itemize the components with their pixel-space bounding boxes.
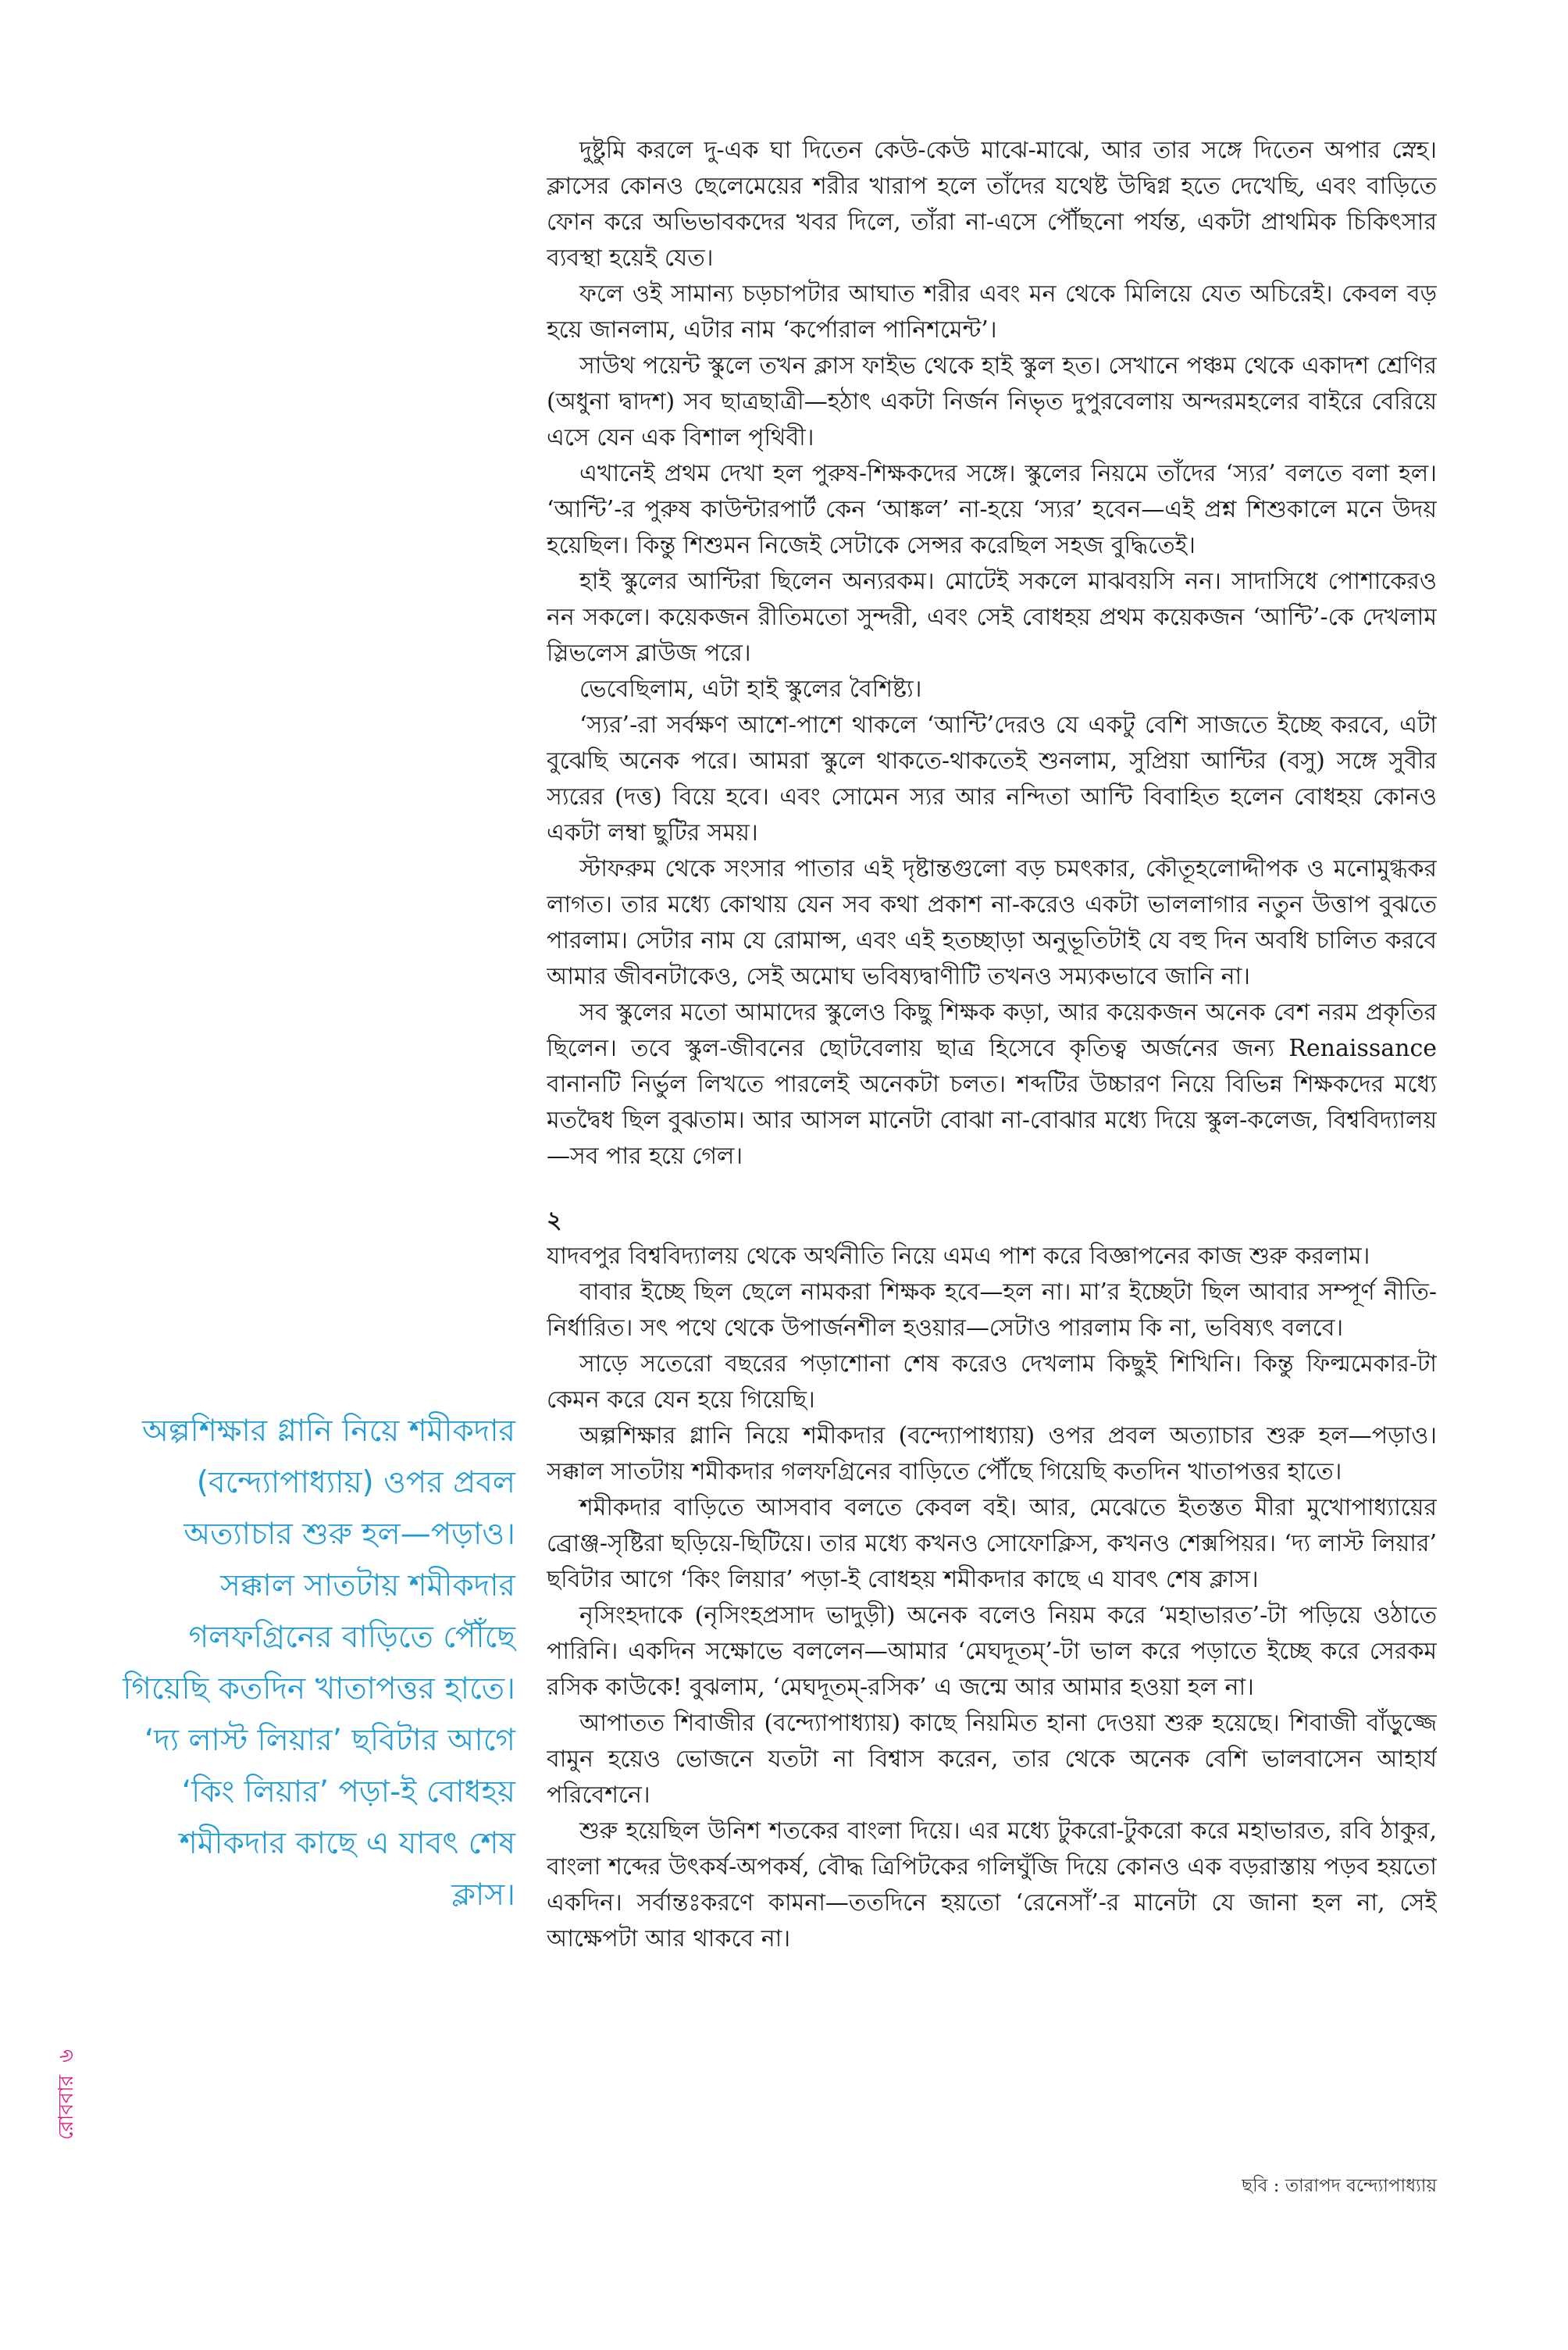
article-paragraph: এখানেই প্রথম দেখা হল পুরুষ-শিক্ষকদের সঙ্গে। স্কুলের নিয়মে তাঁদের ‘স্যর’ বলতে বলা হল। ‘আন্টি’-র পুরুষ কাউন্টারপার্ট কেন ‘আঙ্কল’ না-হয়ে ‘স্যর’ হবেন—এই প্রশ্ন শিশুকালে মনে উদয় হয়েছিল। কিন্তু শিশুমন নিজেই সেটাকে সেন্সর করেছিল সহজ বুদ্ধিতেই। [547,460,1437,559]
article-paragraph: বাবার ইচ্ছে ছিল ছেলে নামকরা শিক্ষক হবে—হল না। মা’র ইচ্ছেটা ছিল আবার সম্পূর্ণ নীতি-নির্ধারিত। সৎ পথে থেকে উপার্জনশীল হওয়ার—সেটাও পারলাম কি না, ভবিষ্যৎ বলবে। [547,1278,1437,1342]
article-paragraph: হাই স্কুলের আন্টিরা ছিলেন অন্যরকম। মোটেই সকলে মাঝবয়সি নন। সাদাসিধে পোশাকেরও নন সকলে। কয়েকজন রীতিমতো সুন্দরী, এবং সেই বোধহয় প্রথম কয়েকজন ‘আন্টি’-কে দেখলাম স্লিভলেস ব্লাউজ পরে। [547,568,1437,667]
photo-credit: ছবি : তারাপদ বন্দ্যোপাধ্যায় [1242,2176,1437,2196]
article-paragraph: ভেবেছিলাম, এটা হাই স্কুলের বৈশিষ্ট্য। [579,676,922,703]
article-paragraph: যাদবপুর বিশ্ববিদ্যালয় থেকে অর্থনীতি নিয়ে এমএ পাশ করে বিজ্ঞাপনের কাজ শুরু করলাম। [547,1243,1370,1270]
page-number: ৬ [55,2049,78,2063]
article-paragraph: নৃসিংহদাকে (নৃসিংহপ্রসাদ ভাদুড়ী) অনেক বলেও নিয়ম করে ‘মহাভারত’-টা পড়িয়ে ওঠাতে পারিনি। একদিন সক্ষোভে বললেন—আমার ‘মেঘদূতম্’-টা ভাল করে পড়াতে ইচ্ছে করে সেরকম রসিক কাউকে! বুঝলাম, ‘মেঘদূতম্-রসিক’ এ জন্মে আর আমার হওয়া হল না। [547,1602,1437,1701]
article-paragraph: স্টাফরুম থেকে সংসার পাতার এই দৃষ্টান্তগুলো বড় চমৎকার, কৌতূহলোদ্দীপক ও মনোমুগ্ধকর লাগত। তার মধ্যে কোথায় যেন সব কথা প্রকাশ না-করেও একটা ভাললাগার নতুন উত্তাপ বুঝতে পারলাম। সেটার নাম যে রোমান্স, এবং এই হতচ্ছাড়া অনুভূতিটাই যে বহু দিন অবধি চালিত করবে আমার জীবনটাকেও, সেই অমোঘ ভবিষ্যদ্বাণীটি তখনও সম্যকভাবে জানি না। [547,855,1437,990]
article-paragraph: সব স্কুলের মতো আমাদের স্কুলেও কিছু শিক্ষক কড়া, আর কয়েকজন অনেক বেশ নরম প্রকৃতির ছিলেন। তবে স্কুল-জীবনের ছোটবেলায় ছাত্র হিসেবে কৃতিত্ব অর্জনের জন্য Renaissance বানানটি নির্ভুল লিখতে পারলেই অনেকটা চলত। শব্দটির উচ্চারণ নিয়ে বিভিন্ন শিক্ষকদের মধ্যে মতদ্বৈধ ছিল বুঝতাম। আর আসল মানেটা বোঝা না-বোঝার মধ্যে দিয়ে স্কুল-কলেজ, বিশ্ববিদ্যালয়—সব পার হয়ে গেল। [547,999,1437,1170]
article-paragraph: সাড়ে সতেরো বছরের পড়াশোনা শেষ করেও দেখলাম কিছুই শিখিনি। কিন্তু ফিল্মমেকার-টা কেমন করে যেন হয়ে গিয়েছি। [547,1350,1437,1414]
pull-quote: অল্পশিক্ষার গ্লানি নিয়ে শমীকদার (বন্দ্যোপাধ্যায়) ওপর প্রবল অত্যাচার শুরু হল—পড়াও। সক্কাল সাতটায় শমীকদার গলফগ্রিনের বাড়িতে পৌঁছে গিয়েছি কতদিন খাতাপত্তর হাতে। ‘দ্য লাস্ট লিয়ার’ ছবিটার আগে ‘কিং লিয়ার’ পড়া-ই বোধহয় শমীকদার কাছে এ যাবৎ শেষ ক্লাস। [123,1414,515,1913]
magazine-name: রোববার [55,2074,78,2140]
article-paragraph: সাউথ পয়েন্ট স্কুলে তখন ক্লাস ফাইভ থেকে হাই স্কুল হত। সেখানে পঞ্চম থেকে একাদশ শ্রেণির (অধুনা দ্বাদশ) সব ছাত্রছাত্রী—হঠাৎ একটা নির্জন নিভৃত দুপুরবেলায় অন্দরমহলের বাইরে বেরিয়ে এসে যেন এক বিশাল পৃথিবী। [547,352,1437,451]
article-paragraph: ফলে ওই সামান্য চড়চাপটার আঘাত শরীর এবং মন থেকে মিলিয়ে যেত অচিরেই। কেবল বড় হয়ে জানলাম, এটার নাম ‘কর্পোরাল পানিশমেন্ট’। [547,280,1437,344]
section-number: ২ [547,1207,562,1234]
article-paragraph: দুষ্টুমি করলে দু-এক ঘা দিতেন কেউ-কেউ মাঝে-মাঝে, আর তার সঙ্গে দিতেন অপার স্নেহ। ক্লাসের কোনও ছেলেমেয়ের শরীর খারাপ হলে তাঁদের যথেষ্ট উদ্বিগ্ন হতে দেখেছি, এবং বাড়িতে ফোন করে অভিভাবকদের খবর দিলে, তাঁরা না-এসে পৌঁছনো পর্যন্ত, একটা প্রাথমিক চিকিৎসার ব্যবস্থা হয়েই যেত। [547,137,1437,272]
article-paragraph: অল্পশিক্ষার গ্লানি নিয়ে শমীকদার (বন্দ্যোপাধ্যায়) ওপর প্রবল অত্যাচার শুরু হল—পড়াও। সক্কাল সাতটায় শমীকদার গলফগ্রিনের বাড়িতে পৌঁছে গিয়েছি কতদিন খাতাপত্তর হাতে। [547,1422,1437,1485]
article-paragraph: শুরু হয়েছিল উনিশ শতকের বাংলা দিয়ে। এর মধ্যে টুকরো-টুকরো করে মহাভারত, রবি ঠাকুর, বাংলা শব্দের উৎকর্ষ-অপকর্ষ, বৌদ্ধ ত্রিপিটকের গলিঘুঁজি দিয়ে কোনও এক বড়রাস্তায় পড়ব হয়তো একদিন। সর্বান্তঃকরণে কামনা—ততদিনে হয়তো ‘রেনেসাঁ’-র মানেটা যে জানা হল না, সেই আক্ষেপটা আর থাকবে না। [547,1817,1437,1952]
article-paragraph: শমীকদার বাড়িতে আসবাব বলতে কেবল বই। আর, মেঝেতে ইতস্তত মীরা মুখোপাধ্যায়ের ব্রোঞ্জ-সৃষ্টিরা ছড়িয়ে-ছিটিয়ে। তার মধ্যে কখনও সোফোক্লিস, কখনও শেক্সপিয়র। ‘দ্য লাস্ট লিয়ার’ ছবিটার আগে ‘কিং লিয়ার’ পড়া-ই বোধহয় শমীকদার কাছে এ যাবৎ শেষ ক্লাস। [547,1494,1437,1593]
article-body [547,133,1437,2179]
page-folio [53,2049,80,2140]
article-paragraph: ‘স্যর’-রা সর্বক্ষণ আশে-পাশে থাকলে ‘আন্টি’দেরও যে একটু বেশি সাজতে ইচ্ছে করবে, এটা বুঝেছি অনেক পরে। আমরা স্কুলে থাকতে-থাকতেই শুনলাম, সুপ্রিয়া আন্টির (বসু) সঙ্গে সুবীর স্যরের (দত্ত) বিয়ে হবে। এবং সোমেন স্যর আর নন্দিতা আন্টি বিবাহিত হলেন বোধহয় কোনও একটা লম্বা ছুটির সময়। [547,711,1437,847]
article-paragraph: আপাতত শিবাজীর (বন্দ্যোপাধ্যায়) কাছে নিয়মিত হানা দেওয়া শুরু হয়েছে। শিবাজী বাঁড়ুজ্জে বামুন হয়েও ভোজনে যতটা না বিশ্বাস করেন, তার থেকে অনেক বেশি ভালবাসেন আহার্য পরিবেশনে। [547,1710,1437,1809]
